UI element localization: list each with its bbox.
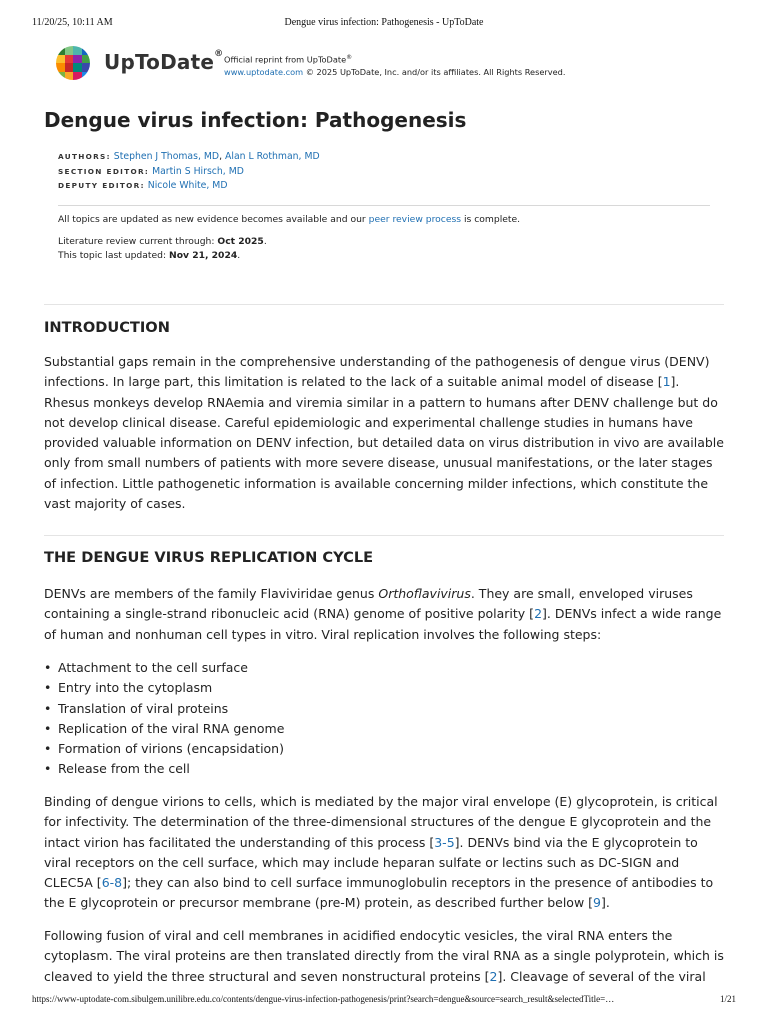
reference-link[interactable]: 6-8 bbox=[101, 875, 123, 891]
page-title: Dengue virus infection: Pathogenesis bbox=[44, 108, 467, 132]
section-divider bbox=[44, 535, 724, 536]
section-editor-label: SECTION EDITOR: bbox=[58, 166, 150, 176]
author-link-rothman[interactable]: Alan L Rothman, MD bbox=[225, 151, 320, 162]
list-item: • Translation of viral proteins bbox=[44, 699, 284, 719]
logo-tile bbox=[73, 63, 82, 72]
logo-tile bbox=[65, 72, 74, 81]
reprint-line: Official reprint from UpToDate® bbox=[224, 54, 353, 65]
list-item: • Replication of the viral RNA genome bbox=[44, 719, 284, 739]
logo-tile bbox=[56, 55, 65, 64]
list-item: • Release from the cell bbox=[44, 759, 284, 779]
literature-review-date: Literature review current through: Oct 2025. bbox=[58, 236, 267, 247]
logo-tile bbox=[65, 55, 74, 64]
section-editor-link[interactable]: Martin S Hirsch, MD bbox=[152, 165, 244, 177]
print-document-title: Dengue virus infection: Pathogenesis - UpToDate bbox=[284, 17, 484, 28]
author-link-thomas[interactable]: Stephen J Thomas, MD bbox=[113, 151, 220, 162]
logo-tile bbox=[56, 63, 65, 72]
peer-review-text: All topics are updated as new evidence becomes available and our peer review process is complete. bbox=[58, 214, 521, 225]
list-item: • Attachment to the cell surface bbox=[44, 658, 284, 678]
uptodate-logo-icon bbox=[56, 46, 90, 80]
reference-link[interactable]: 1 bbox=[662, 374, 671, 390]
reprint-notice bbox=[224, 52, 565, 78]
logo-tile bbox=[56, 72, 65, 81]
last-updated-date: This topic last updated: Nov 21, 2024. bbox=[58, 250, 241, 261]
logo-tile bbox=[56, 46, 65, 55]
logo-tile bbox=[73, 72, 82, 81]
authors-row: AUTHORS: Stephen J Thomas, MD, Alan L Rothman, MD bbox=[58, 151, 320, 162]
reference-link[interactable]: 2 bbox=[489, 968, 498, 984]
logo-tile bbox=[82, 55, 91, 64]
list-item: • Entry into the cytoplasm bbox=[44, 678, 284, 698]
logo-tile bbox=[82, 72, 91, 81]
peer-review-link[interactable]: peer review process bbox=[368, 214, 462, 225]
deputy-editor-link[interactable]: Nicole White, MD bbox=[147, 180, 228, 191]
print-url: https://www-uptodate-com.sibulgem.unilibre.edu.co/contents/dengue-virus-infection-pathogenesis/print?search=dengue&source=search_result&selectedTitle=… bbox=[32, 994, 615, 1004]
logo-tile bbox=[65, 63, 74, 72]
deputy-editor-row bbox=[58, 179, 320, 194]
uptodate-wordmark: UpToDate® bbox=[104, 49, 224, 74]
deputy-editor-label: DEPUTY EDITOR: bbox=[58, 181, 145, 190]
reference-link[interactable]: 9 bbox=[593, 895, 601, 911]
introduction-paragraph: Substantial gaps remain in the comprehensive understanding of the pathogenesis of dengue virus (DENV) infections. In large part, this limitation is related to the lack of a suitable animal model of disease [1]. Rhesus monkeys develop RNAemia and viremia similar in a pattern to humans after DENV challenge but do not develop clinical disease. Careful epidemiologic and experimental challenge studies in humans have provided valuable information on DENV infection, but detailed data on virus distribution in vivo are available only from small numbers of patients with more severe disease, unusual manifestations, or the later stages of infection. Little pathogenetic information is available concerning milder infections, which constitute the vast majority of cases. bbox=[44, 354, 724, 512]
authors-label: AUTHORS: bbox=[58, 152, 111, 161]
list-item: • Formation of virions (encapsidation) bbox=[44, 739, 284, 759]
print-header bbox=[32, 17, 736, 31]
replication-heading: THE DENGUE VIRUS REPLICATION CYCLE bbox=[44, 549, 374, 566]
copyright-line: www.uptodate.com © 2025 UpToDate, Inc. and/or its affiliates. All Rights Reserved. bbox=[224, 66, 566, 77]
logo-tile bbox=[73, 46, 82, 55]
logo-tile bbox=[65, 46, 74, 55]
replication-paragraph-2: Binding of dengue virions to cells, which is mediated by the major viral envelope (E) glycoprotein, is critical for infectivity. The determination of the three-dimensional structures of the dengue E glycoprotein and the intact virion has facilitated the understanding of this process [3-5]. DENVs bind via the E glycoprotein to viral receptors on the cell surface, which may include heparan sulfate or lectins such as DC-SIGN and CLEC5A [6-8]; they can also bind to cell surface immunoglobulin receptors in the presence of antibodies to the E glycoprotein or precursor membrane (pre-M) protein, as described further below [9]. bbox=[44, 794, 718, 911]
print-date: 11/20/25, 10:11 AM bbox=[32, 17, 113, 28]
section-editor-row bbox=[58, 165, 320, 180]
reference-link[interactable]: 2 bbox=[534, 606, 543, 622]
introduction-heading: INTRODUCTION bbox=[44, 319, 170, 336]
page-number: 1/21 bbox=[719, 994, 736, 1004]
replication-paragraph-1: DENVs are members of the family Flaviviridae genus Orthoflavivirus. They are small, enveloped viruses containing a single-strand ribonucleic acid (RNA) genome of positive polarity [2]. DENVs infect a wide range of human and nonhuman cell types in vitro. Viral replication involves the following steps: bbox=[44, 586, 722, 642]
uptodate-site-link[interactable]: www.uptodate.com bbox=[224, 66, 304, 77]
reference-link[interactable]: 3-5 bbox=[434, 834, 455, 850]
replication-steps-list bbox=[44, 658, 284, 780]
logo-tile bbox=[73, 55, 82, 64]
replication-paragraph-3: Following fusion of viral and cell membranes in acidified endocytic vesicles, the viral RNA enters the cytoplasm. The viral proteins are then translated directly from the viral RNA as a single polyprotein, which is cleaved to yield the three structural and seven nonstructural proteins [2]. Cleavage of several of the viral bbox=[44, 928, 724, 984]
logo-tile bbox=[82, 63, 91, 72]
section-divider bbox=[44, 304, 724, 305]
article-contributors bbox=[58, 150, 320, 194]
logo-tile bbox=[82, 46, 91, 55]
update-notice bbox=[58, 205, 710, 263]
